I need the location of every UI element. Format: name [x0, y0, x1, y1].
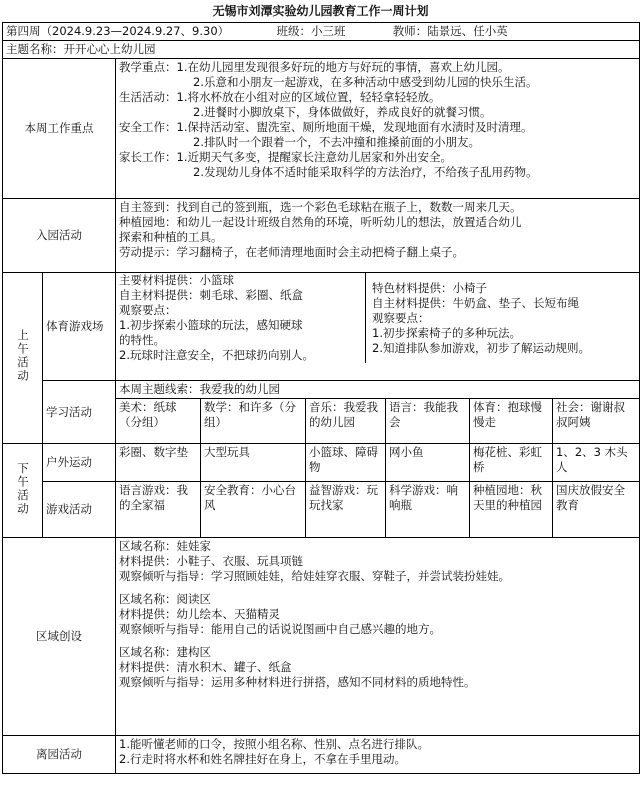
study-cell: 体育：抱球慢慢走: [470, 399, 553, 444]
study-cell: 美术：纸球（分组）: [116, 399, 201, 444]
afternoon-label-text: 下午活动: [16, 461, 30, 516]
pe-left-line: 自主材料提供：刺毛球、彩圈、纸盒: [119, 288, 303, 302]
games-cell: 安全教育：小心台风: [201, 482, 306, 538]
weekly-focus-label: 本周工作重点: [3, 59, 116, 199]
outdoor-cell: 网小鱼: [386, 444, 470, 482]
arrival-line: 劳动提示：学习翻椅子，在老师清理地面时会主动把椅子翻上桌子。: [119, 245, 464, 259]
weekly-plan-table: [2, 22, 640, 774]
pe-left: [119, 273, 366, 363]
weekly-focus-content: [116, 59, 640, 199]
pe-right-line: 2.知道排队参加游戏，初步了解运动规则。: [372, 341, 590, 355]
outdoor-cell: 1、2、3 木头人: [553, 444, 640, 482]
outdoor-cell: 彩圈、数字垫: [116, 444, 201, 482]
study-theme-clue: 本周主题线索：我爱我的幼儿园: [116, 381, 640, 399]
focus-line: 2.乐意和小朋友一起游戏，在多种活动中感受到幼儿园的快乐生活。: [193, 75, 538, 89]
outdoor-cell: 大型玩具: [201, 444, 306, 482]
pe-left-line: 1.初步探索小篮球的玩法，感知硬球: [119, 318, 303, 332]
afternoon-label: [3, 444, 43, 538]
pe-left-line: 2.玩球时注意安全，不把球扔向别人。: [119, 348, 314, 362]
week-text: 第四周（2024.9.23—2024.9.27、9.30）: [6, 24, 230, 38]
area-line: 材料提供：小鞋子、衣服、玩具项链: [119, 554, 303, 568]
games-label: 游戏活动: [43, 482, 116, 538]
focus-line: 2.进餐时小脚放桌下，身体做做好，养成良好的就餐习惯。: [193, 105, 492, 119]
area-line: 材料提供：清水积木、罐子、纸盒: [119, 660, 292, 674]
focus-line: 生活活动：1.将水杯放在小组对应的区域位置，轻轻拿轻轻放。: [119, 90, 441, 104]
departure-line: 2.行走时将水杯和姓名牌挂好在身上，不拿在手里甩动。: [119, 752, 406, 766]
area-line: 观察倾听与指导：能用自己的话说说图画中自己感兴趣的地方。: [119, 622, 441, 636]
outdoor-cell: 小篮球、障碍物: [306, 444, 386, 482]
area-line: 观察倾听与指导：学习照顾娃娃，给娃娃穿衣服、穿鞋子，并尝试装扮娃娃。: [119, 569, 510, 583]
area-line: 区域名称：娃娃家: [119, 539, 211, 553]
pe-left-line: 的特性。: [119, 333, 165, 347]
pe-label: 体育游戏场: [43, 273, 116, 381]
morning-label-text: 上午活动: [16, 329, 30, 383]
pe-content: [116, 273, 640, 381]
arrival-line: 探索和种植的工具。: [119, 230, 223, 244]
area-line: 观察倾听与指导：运用多种材料进行拼搭，感知不同材料的质地特性。: [119, 675, 476, 689]
study-cell: 社会：谢谢叔叔阿姨: [553, 399, 640, 444]
games-cell: 科学游戏：响响瓶: [386, 482, 470, 538]
departure-line: 1.能听懂老师的口令，按照小组名称、性别、点名进行排队。: [119, 737, 429, 751]
outdoor-label: 户外运动: [43, 444, 116, 482]
pe-right-line: 1.初步探索椅子的多种玩法。: [372, 326, 521, 340]
pe-left-line: 观察要点：: [119, 303, 177, 317]
area-block: [119, 645, 636, 690]
teacher-text: 教师：陆景远、任小英: [392, 24, 508, 38]
pe-right: [366, 273, 636, 363]
study-label: 学习活动: [43, 381, 116, 444]
arrival-content: [116, 199, 640, 273]
header-row: [3, 23, 640, 41]
departure-content: [116, 736, 640, 774]
areas-label: 区域创设: [3, 538, 116, 736]
pe-right-line: 自主材料提供：牛奶盒、垫子、长短布绳: [372, 296, 579, 310]
morning-label: [3, 273, 43, 444]
page-title: 无锡市刘潭实验幼儿园教育工作一周计划: [212, 4, 429, 18]
departure-label: 离园活动: [3, 736, 116, 774]
focus-line: 教学重点：1.在幼儿园里发现很多好玩的地方与好玩的事情，喜欢上幼儿园。: [119, 60, 510, 74]
areas-content: [116, 538, 640, 736]
pe-right-line: 观察要点：: [372, 311, 430, 325]
theme-row: 主题名称：开开心心上幼儿园: [3, 41, 640, 59]
arrival-label: 入园活动: [3, 199, 116, 273]
outdoor-cell: 梅花桩、彩虹桥: [470, 444, 553, 482]
focus-line: 家长工作：1.近期天气多变，提醒家长注意幼儿居家和外出安全。: [119, 150, 452, 164]
class-text: 班级：小三班: [276, 24, 346, 38]
games-cell: 国庆放假安全教育: [553, 482, 640, 538]
pe-left-line: 主要材料提供：小篮球: [119, 273, 234, 287]
study-cell: 数学：和许多（分组）: [201, 399, 306, 444]
focus-line: 2.排队时一个跟着一个，不去冲撞和推搡前面的小朋友。: [193, 135, 480, 149]
focus-line: 安全工作：1.保持活动室、盥洗室、厕所地面干燥，发现地面有水渍时及时清理。: [119, 120, 533, 134]
arrival-line: 种植园地：和幼儿一起设计班级自然角的环境，听听幼儿的想法，放置适合幼儿: [119, 215, 522, 229]
games-cell: 益智游戏：玩玩找家: [306, 482, 386, 538]
area-block: [119, 539, 636, 584]
focus-line: 2.发现幼儿身体不适时能采取科学的方法治疗，不给孩子乱用药物。: [193, 165, 538, 179]
study-cell: 音乐：我爱我的幼儿园: [306, 399, 386, 444]
study-cell: 语言：我能我会: [386, 399, 470, 444]
area-block: [119, 592, 636, 637]
arrival-line: 自主签到：找到自己的签到瓶，选一个彩色毛球粘在瓶子上，数数一周来几天。: [119, 200, 522, 214]
games-cell: 种植园地：秋天里的种植园: [470, 482, 553, 538]
games-cell: 语言游戏：我的全家福: [116, 482, 201, 538]
area-line: 材料提供：幼儿绘本、天猫精灵: [119, 607, 280, 621]
area-line: 区域名称：阅读区: [119, 592, 211, 606]
pe-right-line: 特色材料提供：小椅子: [372, 281, 487, 295]
area-line: 区域名称：建构区: [119, 645, 211, 659]
